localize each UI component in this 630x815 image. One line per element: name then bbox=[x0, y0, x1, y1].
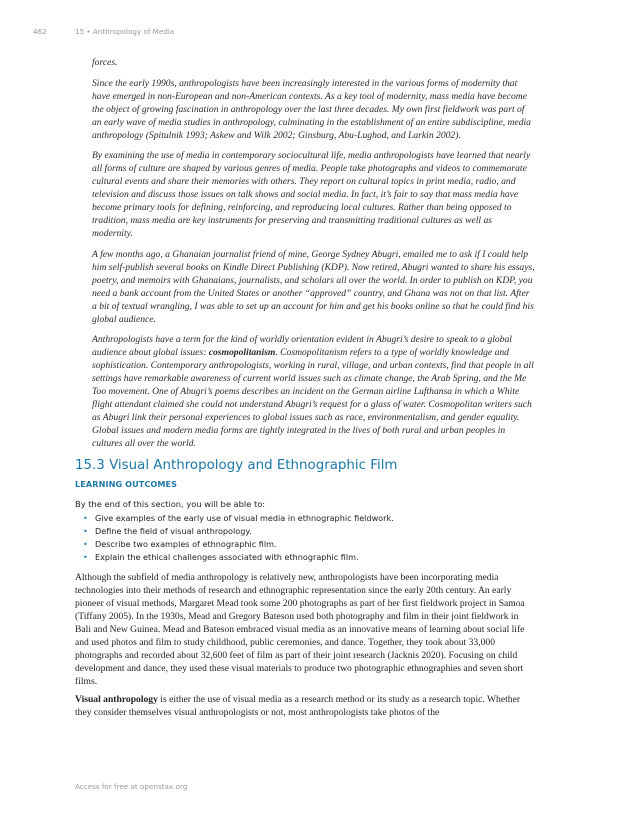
quote-paragraph: A few months ago, a Ghanaian journalist friend of mine, George Sydney Abugri, emailed me to ask if I could help him self-publish several books on Kindle Direct Publishing (KDP). Now retired, Abugri wanted to share his essays, poetry, and memoirs with Ghanaians, journalists, and scholars all over the world. In order to publish on KDP, you need a bank account from the United States or another “approved” country, and Ghana was not on that list. After a bit of textual wrangling, I was able to set up an account for him and get his books online so that he could find his global audience. bbox=[92, 248, 535, 325]
page-footer: Access for free at openstax.org bbox=[75, 782, 188, 791]
text-run: . Cosmopolitanism refers to a type of worldly knowledge and sophistication. Contemporary anthropologists, working in rural, village, and urban contexts, find that people in all settings have remarkable awareness of current world issues such as climate change, the Arab Spring, and the Me Too movement. One of Abugri’s poems describes an incident on the German airline Lufthansa in which a White flight attendant claimed she could not understand Abugri’s request for a glass of water. Cosmopolitan writers such as Abugri link their personal experiences to global issues such as race, environmentalism, and gender equality. Global issues and modern media forms are tightly integrated in the lives of both rural and urban peoples in cultures all over the world. bbox=[92, 347, 534, 450]
body-paragraph: Although the subfield of media anthropology is relatively new, anthropologists have been incorporating media technologies into their methods of research and ethnographic representation since the early 20th century. An early pioneer of visual methods, Margaret Mead took some 200 photographs as part of her first fieldwork project in Samoa (Tiffany 2005). In the 1930s, Mead and Gregory Bateson used both photography and film in their joint fieldwork in Bali and New Guinea. Mead and Bateson embraced visual media as an innovative means of learning about social life and used photos and film to study childhood, public ceremonies, and dance. Together, they took about 33,000 photographs and recorded about 32,600 feet of film as part of their joint research (Jacknis 2020). Focusing on child development and dance, they used these visual materials to produce two photographic ethnographies and seven short films. bbox=[75, 571, 525, 687]
section-title: 15.3 Visual Anthropology and Ethnographic Film bbox=[75, 457, 398, 473]
list-item: • Explain the ethical challenges associated with ethnographic film. bbox=[87, 551, 535, 564]
feature-box-quote bbox=[75, 56, 535, 450]
learning-outcomes-heading: LEARNING OUTCOMES bbox=[75, 478, 178, 489]
text-run: Anthropologists have a term for the kind of worldly orientation evident in Abugri’s desire to speak to a global audience about global issues: bbox=[92, 334, 512, 359]
page-content bbox=[75, 56, 535, 724]
learning-outcomes-intro: By the end of this section, you will be able to: bbox=[75, 498, 266, 509]
key-term-cosmopolitanism: cosmopolitanism bbox=[208, 347, 276, 359]
quote-paragraph: forces. bbox=[92, 57, 118, 68]
key-term-visual-anthropology: Visual anthropology bbox=[75, 693, 158, 705]
learning-outcomes-list bbox=[75, 512, 535, 564]
quote-paragraph: By examining the use of media in contemporary sociocultural life, media anthropologists have learned that nearly all forms of culture are shaped by various genres of media. People take photographs and videos to commemorate cultural events and share their memories with others. They report on cultural topics in print media, radio, and television and discuss those issues on talk shows and social media. In fact, it’s fair to say that mass media have become primary tools for defining, reinforcing, and reproducing local cultures. Rather than being opposed to tradition, mass media are key instruments for preserving and transmitting traditional cultures as well as modernity. bbox=[92, 150, 531, 240]
list-item: • Describe two examples of ethnographic film. bbox=[87, 538, 535, 551]
running-chapter-title: 15 • Anthropology of Media bbox=[75, 27, 175, 36]
page-number: 462 bbox=[33, 27, 47, 36]
text-run: is either the use of visual media as a research method or its study as a research topic. Whether they consider themselves visual anthropologists or not, most anthropologists take photos of the bbox=[75, 693, 521, 718]
quote-paragraph bbox=[92, 333, 535, 450]
list-item: • Give examples of the early use of visual media in ethnographic fieldwork. bbox=[87, 512, 535, 525]
page-header bbox=[33, 27, 600, 39]
list-item: • Define the field of visual anthropology. bbox=[87, 525, 535, 538]
body-paragraph bbox=[75, 693, 535, 719]
body-text bbox=[75, 571, 535, 719]
quote-paragraph: Since the early 1990s, anthropologists have been increasingly interested in the various forms of modernity that have emerged in non-European and non-American contexts. As a key tool of modernity, mass media have become the object of growing fascination in anthropology over the last three decades. My own first fieldwork was part of an early wave of media studies in anthropology, culminating in the establishment of an entire subdiscipline, media anthropology (Spitulnik 1993; Askew and Wilk 2002; Ginsburg, Abu-Lughod, and Larkin 2002). bbox=[92, 77, 531, 141]
